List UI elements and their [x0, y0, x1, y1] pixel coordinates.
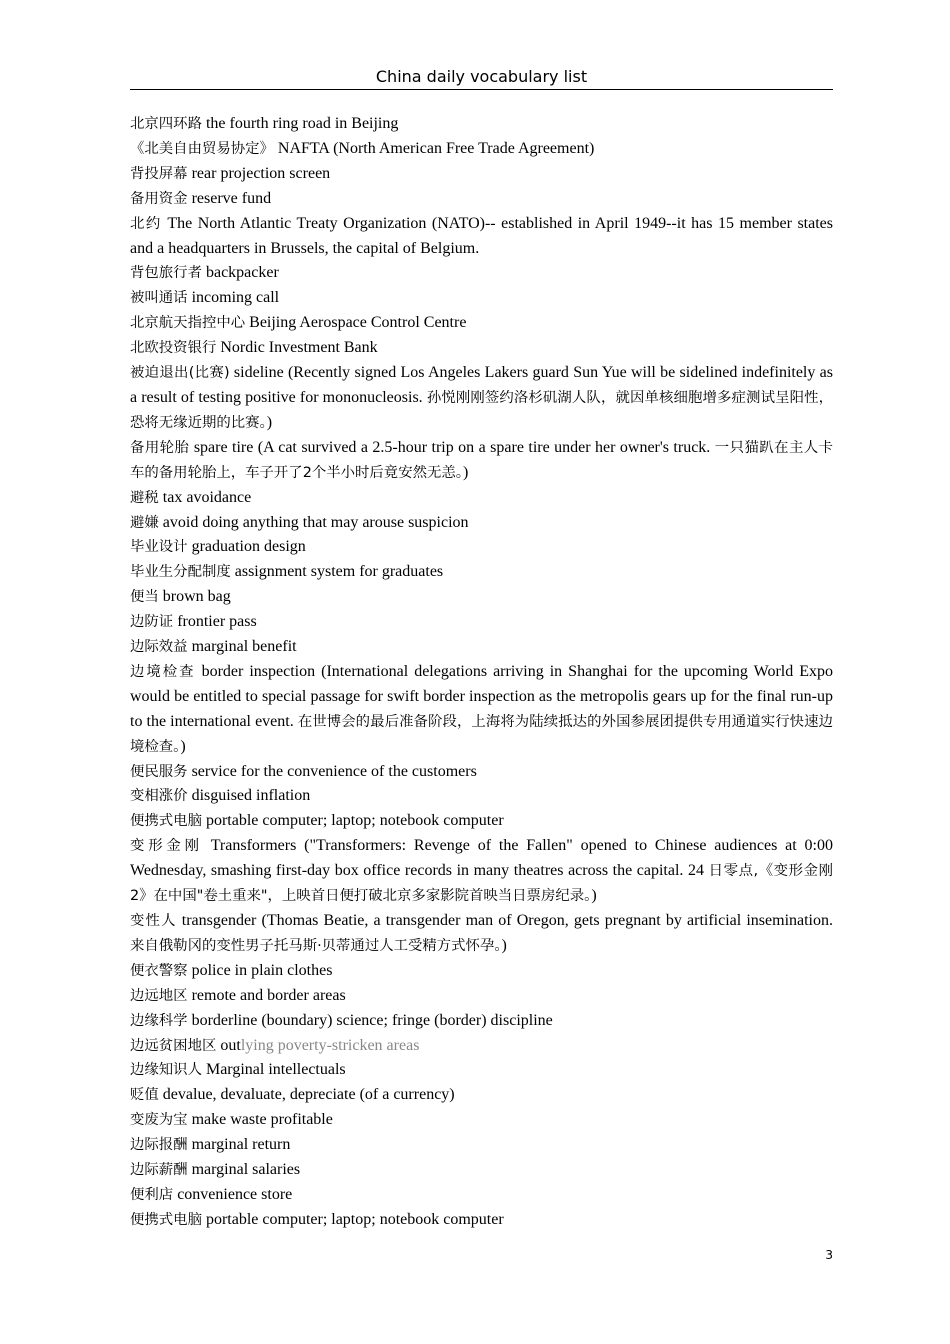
vocabulary-entry	[130, 959, 833, 984]
english-translation: portable computer; laptop; notebook computer	[205, 812, 504, 830]
english-translation: Beijing Aerospace Control Centre	[249, 314, 467, 332]
chinese-example-translation: 在世博会的最后准备阶段，上海将为陆续抵达的外国参展团提供专用通道实行快速边境检查。	[130, 713, 833, 755]
english-translation: marginal salaries	[191, 1161, 301, 1179]
chinese-term: 边远贫困地区	[130, 1037, 217, 1054]
vocabulary-entry	[130, 112, 833, 137]
vocabulary-entry	[130, 660, 833, 760]
chinese-example-translation: 日零点,《变形金刚2》在中国"卷土重来"，上映首日便打破北京多家影院首映当日票房纪录。	[130, 863, 833, 905]
chinese-term: 变废为宝	[130, 1112, 188, 1129]
vocabulary-entry	[130, 1009, 833, 1034]
chinese-term: 边际薪酬	[130, 1162, 188, 1179]
english-translation: Transformers ("Transformers: Revenge of the Fallen" opened to Chinese audiences at 0:00 Wednesday, smashing first-day box office records in many theatres across the capital. 24	[130, 837, 833, 880]
vocabulary-entry	[130, 1058, 833, 1083]
vocabulary-entry	[130, 760, 833, 785]
closing-parenthesis: )	[180, 737, 186, 755]
vocabulary-entry	[130, 610, 833, 635]
vocabulary-entry	[130, 1208, 833, 1233]
page-header-title: China daily vocabulary list	[375, 67, 588, 86]
vocabulary-entry	[130, 834, 833, 909]
english-translation: the fourth ring road in Beijing	[205, 115, 399, 132]
vocabulary-entry	[130, 311, 833, 336]
english-translation: reserve fund	[191, 189, 272, 207]
english-translation: transgender (Thomas Beatie, a transgender man of Oregon, gets pregnant by artificial insemination.	[181, 912, 833, 929]
chinese-term: 避税	[130, 489, 159, 506]
english-translation: border inspection (International delegations arriving in Shanghai for the upcoming World Expo would be entitled to special passage for swift border inspection as the metropolis gears up for the final run-up to the international event.	[130, 662, 834, 730]
english-translation: frontier pass	[177, 613, 257, 631]
vocabulary-entry	[130, 984, 833, 1009]
vocabulary-entry	[130, 1083, 833, 1108]
english-translation: service for the convenience of the customers	[191, 762, 477, 780]
chinese-term: 边防证	[130, 614, 174, 631]
chinese-term: 北约	[130, 215, 162, 232]
english-translation: disguised inflation	[191, 787, 311, 805]
vocabulary-list	[130, 112, 833, 1233]
vocabulary-entry	[130, 286, 833, 311]
chinese-term: 北欧投资银行	[130, 340, 217, 357]
chinese-term: 变性人	[130, 913, 177, 929]
english-translation: portable computer; laptop; notebook computer	[205, 1210, 504, 1228]
vocabulary-entry	[130, 162, 833, 187]
english-translation: convenience store	[177, 1185, 293, 1203]
chinese-term: 便利店	[130, 1186, 174, 1203]
english-translation: sideline (Recently signed Los Angeles Lakers guard Sun Yue will be sidelined indefinitely as a result of testing positive for mononucleosis.	[130, 364, 833, 406]
english-translation: devalue, devaluate, depreciate (of a currency)	[162, 1086, 455, 1104]
vocabulary-entry	[130, 585, 833, 610]
english-translation: NAFTA (North American Free Trade Agreement)	[277, 139, 595, 157]
vocabulary-entry	[130, 1158, 833, 1183]
chinese-term: 便衣警察	[130, 962, 188, 979]
chinese-term: 便携式电脑	[130, 813, 202, 830]
chinese-term: 便携式电脑	[130, 1211, 202, 1228]
header-divider	[130, 89, 833, 90]
chinese-term: 毕业生分配制度	[130, 564, 231, 581]
chinese-term: 《北美自由贸易协定》	[130, 140, 274, 157]
chinese-term: 边缘知识人	[130, 1062, 202, 1079]
chinese-term: 北京航天指控中心	[130, 315, 246, 332]
chinese-term: 便民服务	[130, 763, 188, 780]
vocabulary-entry	[130, 187, 833, 212]
chinese-term: 变相涨价	[130, 788, 188, 805]
english-translation: make waste profitable	[191, 1111, 333, 1129]
vocabulary-entry	[130, 336, 833, 361]
vocabulary-entry	[130, 535, 833, 560]
closing-parenthesis: )	[501, 936, 507, 954]
vocabulary-entry	[130, 1133, 833, 1158]
english-translation: incoming call	[191, 289, 280, 307]
english-translation: brown bag	[162, 588, 231, 606]
english-translation: The North Atlantic Treaty Organization (NATO)-- established in April 1949--it has 15 member states and a headquarters in Brussels, the capital of Belgium.	[130, 214, 833, 257]
vocabulary-entry	[130, 560, 833, 585]
chinese-term: 避嫌	[130, 514, 159, 531]
vocabulary-entry	[130, 809, 833, 834]
chinese-term: 边境检查	[130, 663, 196, 680]
closing-parenthesis: )	[462, 463, 469, 481]
chinese-term: 备用轮胎	[130, 439, 190, 456]
english-translation: borderline (boundary) science; fringe (border) discipline	[191, 1011, 553, 1029]
vocabulary-entry	[130, 1183, 833, 1208]
closing-parenthesis: )	[591, 887, 597, 905]
chinese-term: 背包旅行者	[130, 265, 202, 282]
chinese-term: 被叫通话	[130, 290, 188, 307]
vocabulary-entry	[130, 137, 833, 162]
chinese-term: 边际效益	[130, 639, 188, 656]
english-translation: police in plain clothes	[191, 961, 333, 979]
english-translation: graduation design	[191, 538, 306, 556]
vocabulary-entry	[130, 511, 833, 536]
vocabulary-entry	[130, 1034, 833, 1059]
chinese-term: 边远地区	[130, 987, 188, 1004]
chinese-term: 北京四环路	[130, 116, 202, 132]
english-translation: assignment system for graduates	[234, 563, 444, 581]
english-translation: backpacker	[205, 264, 279, 282]
vocabulary-entry	[130, 436, 833, 486]
chinese-term: 边际报酬	[130, 1137, 188, 1154]
english-translation: Marginal intellectuals	[205, 1061, 346, 1079]
english-translation: Nordic Investment Bank	[220, 339, 378, 357]
english-translation: rear projection screen	[191, 164, 331, 182]
vocabulary-entry	[130, 361, 833, 436]
chinese-term: 便当	[130, 589, 159, 606]
vocabulary-entry	[130, 909, 833, 959]
english-translation-continued: lying poverty-stricken areas	[240, 1036, 420, 1054]
chinese-example-translation: 孙悦刚刚签约洛杉矶湖人队，就因单核细胞增多症测试呈阳性，恐将无缘近期的比赛。	[130, 389, 834, 431]
english-translation: tax avoidance	[162, 488, 252, 506]
vocabulary-entry	[130, 212, 833, 262]
vocabulary-entry	[130, 635, 833, 660]
vocabulary-entry	[130, 784, 833, 809]
english-translation: marginal benefit	[191, 638, 297, 656]
chinese-term: 毕业设计	[130, 539, 188, 556]
english-translation: spare tire (A cat survived a 2.5-hour trip on a spare tire under her owner's truck.	[193, 438, 711, 456]
english-translation: out	[220, 1036, 241, 1054]
chinese-term: 变形金刚	[130, 838, 203, 855]
english-translation: avoid doing anything that may arouse suspicion	[162, 513, 469, 531]
chinese-term: 备用资金	[130, 190, 188, 207]
chinese-example-translation: 一只猫趴在主人卡车的备用轮胎上，车子开了2个半小时后竟安然无恙。	[130, 439, 834, 481]
chinese-term: 边缘科学	[130, 1012, 188, 1029]
vocabulary-entry	[130, 1108, 833, 1133]
page-number: 3	[825, 1248, 833, 1262]
chinese-term: 贬值	[130, 1087, 159, 1104]
vocabulary-entry	[130, 261, 833, 286]
chinese-term: 背投屏幕	[130, 165, 188, 182]
chinese-example-translation: 来自俄勒冈的变性男子托马斯·贝蒂通过人工受精方式怀孕。	[130, 937, 502, 954]
english-translation: marginal return	[191, 1136, 291, 1154]
closing-parenthesis: )	[266, 413, 273, 431]
chinese-term: 被迫退出(比赛)	[130, 365, 230, 382]
vocabulary-entry	[130, 486, 833, 511]
english-translation: remote and border areas	[191, 986, 346, 1004]
